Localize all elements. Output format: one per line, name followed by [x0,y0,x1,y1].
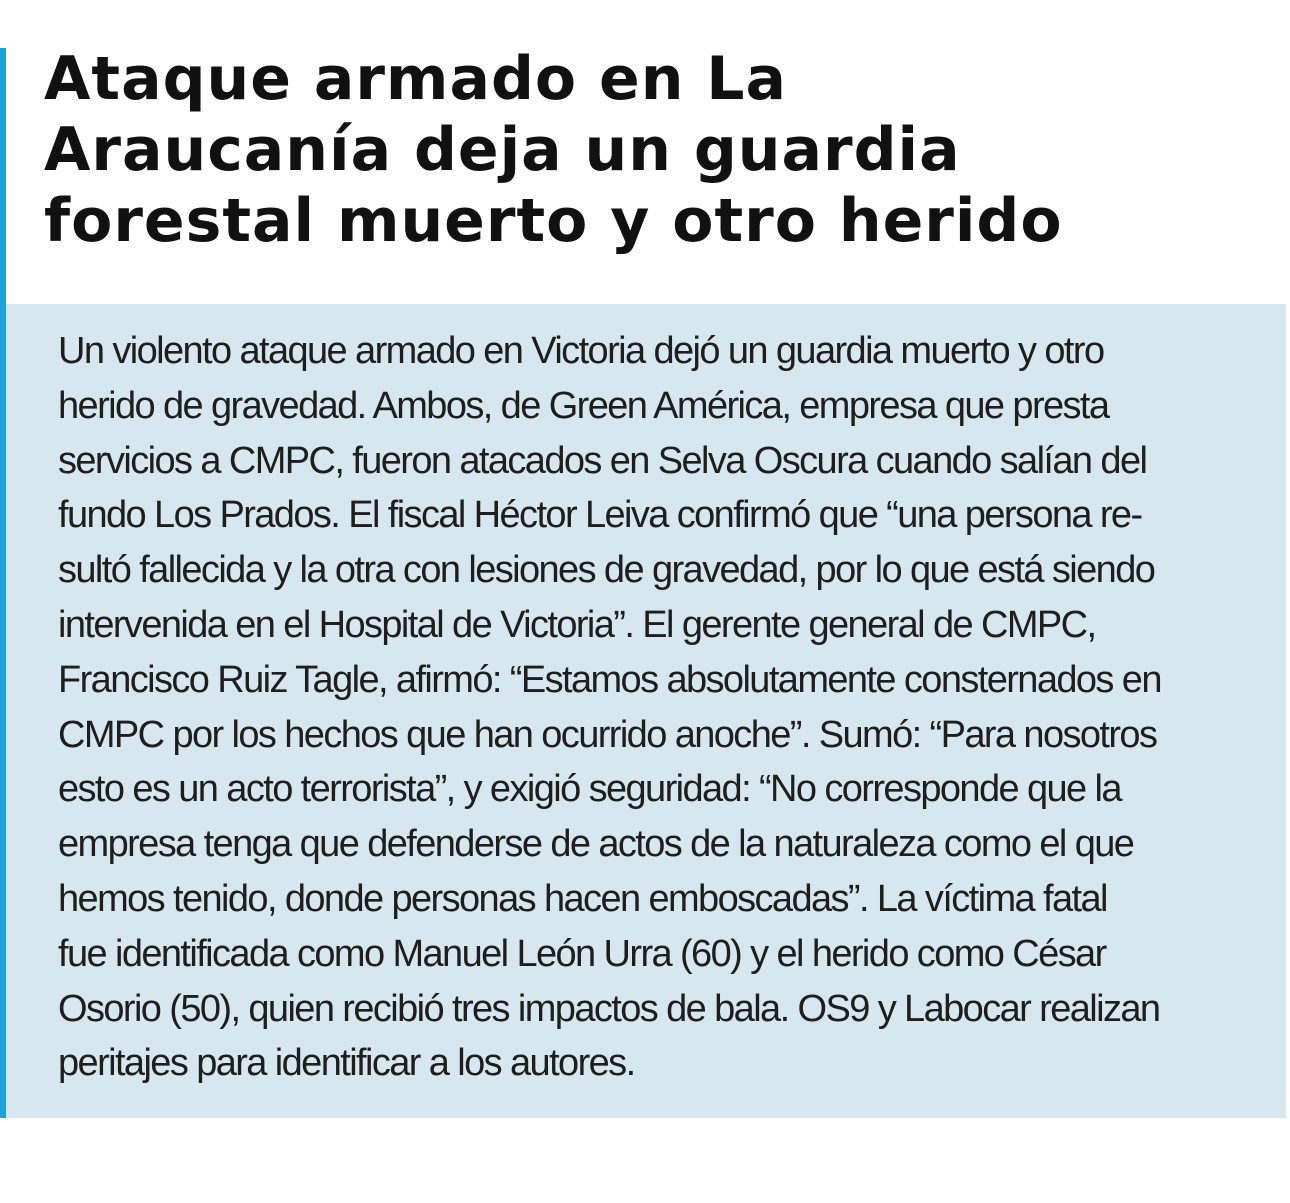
body-line: esto es un acto terrorista”, y exigió seguridad: “No corresponde que la [58,768,1121,811]
body-line: servicios a CMPC, fueron atacados en Selva Oscura cuando salían del [58,439,1147,482]
headline-line: Ataque armado en La [44,44,788,114]
body-line: empresa tenga que defenderse de actos de la naturaleza como el que [58,823,1134,866]
body-line: fue identificada como Manuel León Urra (60) y el herido como César [58,932,1106,975]
body-line: intervenida en el Hospital de Victoria”. El gerente general de CMPC, [58,603,1096,646]
body-line: herido de gravedad. Ambos, de Green América, empresa que presta [58,384,1109,427]
headline [44,44,1063,257]
body-line: Osorio (50), quien recibió tres impactos de bala. OS9 y Labocar realizan [58,987,1160,1030]
article-body-panel [6,304,1286,1118]
body-line: hemos tenido, donde personas hacen emboscadas”. La víctima fatal [58,877,1107,920]
body-line: peritajes para identificar a los autores. [58,1042,635,1085]
body-line: CMPC por los hechos que han ocurrido anoche”. Sumó: “Para nosotros [58,713,1157,756]
body-line: Francisco Ruiz Tagle, afirmó: “Estamos absolutamente consternados en [58,658,1161,701]
headline-line: forestal muerto y otro herido [44,186,1063,256]
body-line: fundo Los Prados. El fiscal Héctor Leiva confirmó que “una persona re- [58,494,1142,537]
body-line: Un violento ataque armado en Victoria dejó un guardia muerto y otro [58,330,1104,372]
article-body [58,324,1268,1091]
body-line: sultó fallecida y la otra con lesiones de gravedad, por lo que está siendo [58,549,1155,592]
headline-line: Araucanía deja un guardia [44,115,961,185]
